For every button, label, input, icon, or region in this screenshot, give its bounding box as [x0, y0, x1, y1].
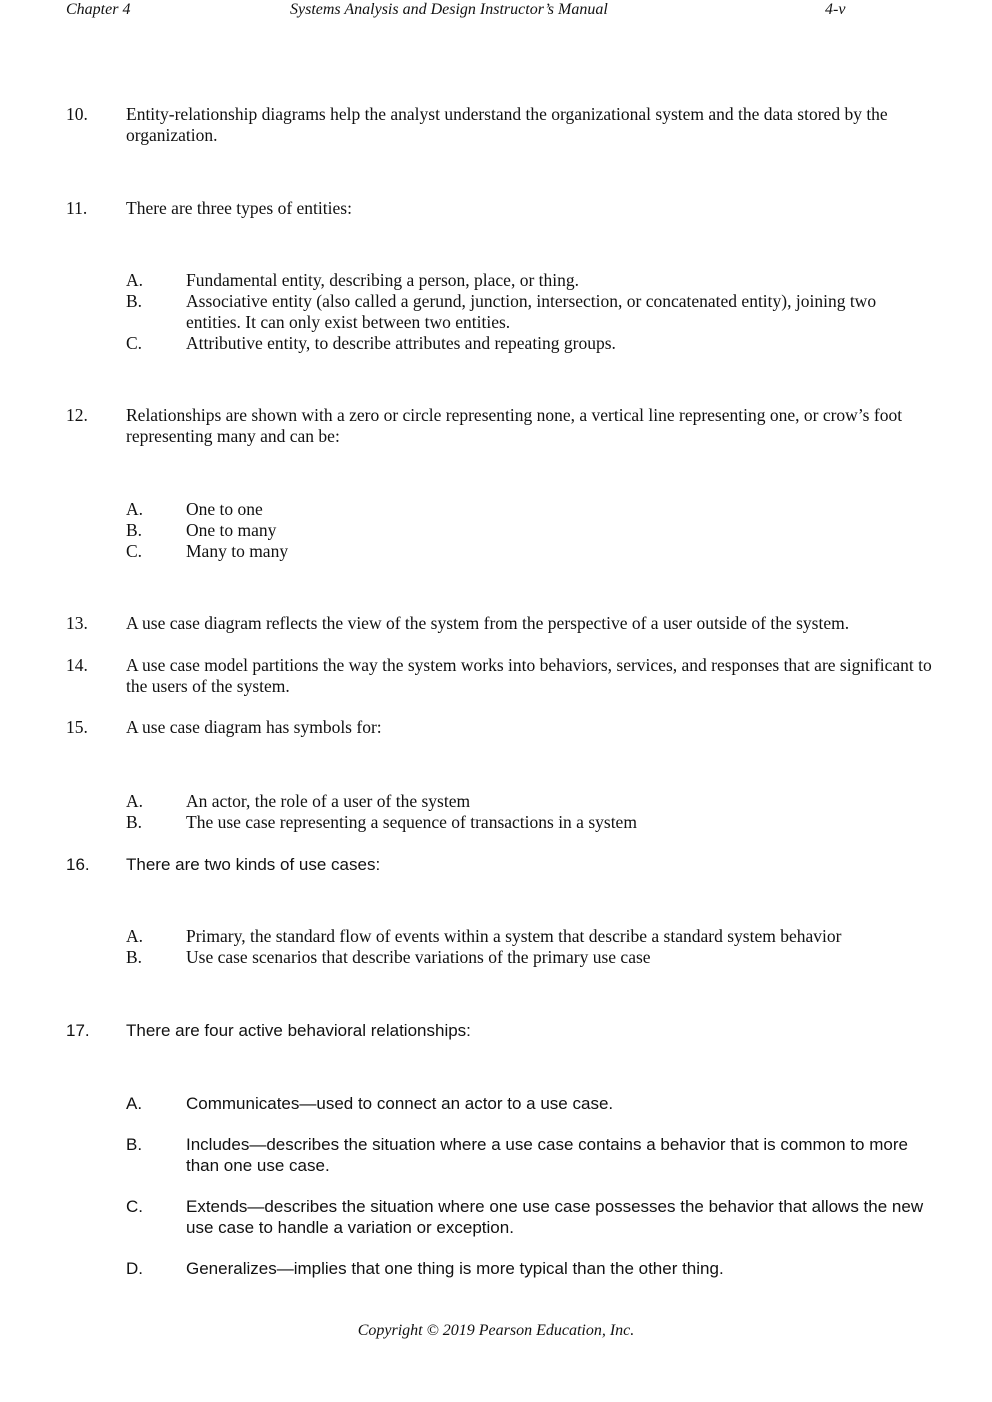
chapter-label: Chapter 4: [66, 1, 131, 18]
sub-item-label: B.: [126, 291, 143, 311]
sub-item-label: A.: [126, 499, 144, 519]
item-text: There are three types of entities:: [126, 198, 352, 218]
item-number: 14.: [66, 655, 88, 675]
sub-item-text: The use case representing a sequence of transactions in a system: [186, 812, 637, 832]
item-number: 17.: [66, 1021, 90, 1040]
sub-item-text: Associative entity (also called a gerund, junction, intersection, or concatenated entity), joining two entities. It can only exist between two entities.: [186, 291, 877, 332]
item-text: A use case diagram reflects the view of the system from the perspective of a user outside of the system.: [126, 613, 850, 633]
sub-item-label: A.: [126, 270, 144, 290]
sub-item-text: Generalizes—implies that one thing is more typical than the other thing.: [186, 1259, 724, 1278]
sub-item-label: A.: [126, 1094, 143, 1113]
item-number: 13.: [66, 613, 88, 633]
sub-item-text: One to many: [186, 520, 277, 540]
sub-item-text: Attributive entity, to describe attributes and repeating groups.: [186, 333, 616, 353]
item-number: 10.: [66, 104, 88, 124]
item-text: Relationships are shown with a zero or circle representing none, a vertical line representing one, or crow’s foot representing many and can be:: [126, 405, 903, 446]
sub-item-text: Fundamental entity, describing a person, place, or thing.: [186, 270, 579, 290]
item-text: There are two kinds of use cases:: [126, 855, 381, 874]
sub-item-label: C.: [126, 333, 143, 353]
item-text: A use case model partitions the way the system works into behaviors, services, and responses that are significant to the users of the system.: [126, 655, 932, 696]
copyright-footer: Copyright © 2019 Pearson Education, Inc.: [357, 1322, 635, 1339]
item-number: 16.: [66, 855, 90, 874]
item-text: There are four active behavioral relationships:: [126, 1021, 471, 1040]
sub-item-label: C.: [126, 541, 143, 561]
item-number: 15.: [66, 717, 88, 737]
item-text: A use case diagram has symbols for:: [126, 717, 382, 737]
sub-item-label: D.: [126, 1259, 143, 1278]
item-text: Entity-relationship diagrams help the analyst understand the organizational system and the data stored by the organization.: [126, 104, 888, 145]
manual-title: Systems Analysis and Design Instructor’s Manual: [290, 1, 608, 18]
item-number: 12.: [66, 405, 88, 425]
sub-item-text: Extends—describes the situation where one use case possesses the behavior that allows the new use case to handle a variation or exception.: [186, 1197, 924, 1237]
sub-item-label: B.: [126, 520, 143, 540]
sub-item-label: B.: [126, 812, 143, 832]
sub-item-text: An actor, the role of a user of the system: [186, 791, 471, 811]
sub-item-label: B.: [126, 947, 143, 967]
sub-item-text: One to one: [186, 499, 263, 519]
sub-item-text: Many to many: [186, 541, 289, 561]
sub-item-label: C.: [126, 1197, 143, 1216]
item-number: 11.: [66, 198, 88, 218]
sub-item-text: Primary, the standard flow of events within a system that describe a standard system behavior: [186, 926, 842, 946]
sub-item-text: Communicates—used to connect an actor to a use case.: [186, 1094, 614, 1113]
sub-item-text: Includes—describes the situation where a use case contains a behavior that is common to more than one use case.: [186, 1135, 908, 1175]
sub-item-label: A.: [126, 926, 144, 946]
page-number: 4-v: [825, 1, 846, 18]
sub-item-label: A.: [126, 791, 144, 811]
sub-item-label: B.: [126, 1135, 143, 1154]
sub-item-text: Use case scenarios that describe variations of the primary use case: [186, 947, 651, 967]
